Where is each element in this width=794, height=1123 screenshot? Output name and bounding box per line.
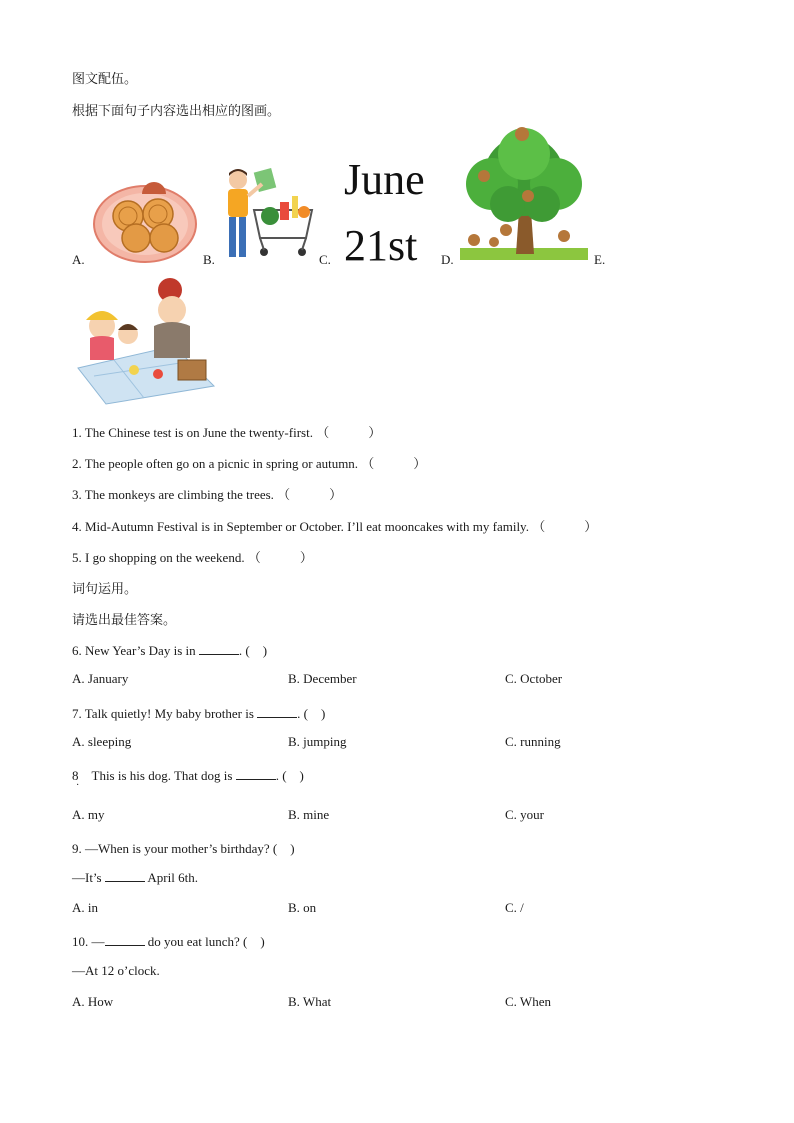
- option-7c: C. running: [505, 734, 561, 749]
- question-8-tail: . ( ): [275, 768, 304, 783]
- answer-blank: [199, 642, 239, 655]
- question-7-stem: 7. Talk quietly! My baby brother is: [72, 706, 258, 721]
- question-10: [72, 931, 265, 950]
- question-8-stem: 8 This is his dog. That dog is: [72, 768, 236, 783]
- picture-label-b: B.: [203, 252, 215, 267]
- question-5: 5. I go shopping on the weekend. （ ）: [72, 550, 313, 565]
- picture-label-c: C.: [319, 252, 331, 267]
- option-10c: C. When: [505, 994, 551, 1009]
- option-9b: B. on: [288, 900, 317, 915]
- option-9a: A. in: [72, 900, 98, 915]
- question-10-stem: 10. —: [72, 934, 105, 949]
- question-6: [72, 640, 267, 659]
- question-10-reply: —At 12 o’clock.: [72, 963, 160, 978]
- picture-label-a: A.: [72, 252, 85, 267]
- picture-label-e: E.: [594, 252, 606, 267]
- section-instruction-matching: 根据下面句子内容选出相应的图画。: [72, 104, 281, 119]
- question-8: [72, 765, 304, 784]
- answer-blank: [236, 767, 276, 780]
- question-9: 9. —When is your mother’s birthday? ( ): [72, 841, 295, 856]
- option-6b: B. December: [288, 671, 357, 686]
- question-6-stem: 6. New Year’s Day is in: [72, 643, 199, 658]
- question-7: [72, 703, 325, 722]
- option-6c: C. October: [505, 671, 563, 686]
- option-8a: A. my: [72, 807, 105, 822]
- picnic-picture: [74, 276, 216, 406]
- stray-dot: ·: [76, 780, 80, 791]
- option-7b: B. jumping: [288, 734, 347, 749]
- date-day-text: 21st: [344, 221, 418, 270]
- mooncakes-picture: [92, 180, 198, 264]
- question-6-tail: . ( ): [238, 643, 268, 658]
- section-instruction-usage: 请选出最佳答案。: [72, 613, 177, 628]
- option-8b: B. mine: [288, 807, 330, 822]
- option-10b: B. What: [288, 994, 332, 1009]
- section-title-matching: 图文配伍。: [72, 72, 138, 87]
- shopping-picture: [222, 166, 318, 264]
- question-9-reply: [72, 869, 198, 886]
- monkeys-tree-picture: [460, 124, 588, 264]
- section-title-usage: 词句运用。: [72, 582, 138, 597]
- question-1: 1. The Chinese test is on June the twenty-first. （ ）: [72, 425, 382, 440]
- question-2: 2. The people often go on a picnic in spring or autumn. （ ）: [72, 456, 427, 471]
- option-6a: A. January: [72, 671, 129, 686]
- date-month-text: June: [344, 155, 425, 204]
- question-9-reply-start: —It’s: [72, 870, 105, 885]
- option-8c: C. your: [505, 807, 544, 822]
- question-9-reply-end: April 6th.: [144, 870, 198, 885]
- option-10a: A. How: [72, 994, 114, 1009]
- question-10-tail: do you eat lunch? ( ): [144, 934, 265, 949]
- question-3: 3. The monkeys are climbing the trees. （ ）: [72, 487, 343, 502]
- question-7-tail: . ( ): [297, 706, 326, 721]
- answer-blank: [105, 869, 145, 882]
- option-9c: C. /: [505, 900, 524, 915]
- answer-blank: [105, 933, 145, 946]
- question-4: 4. Mid-Autumn Festival is in September or October. I’ll eat mooncakes with my family. （ ）: [72, 519, 598, 534]
- picture-label-d: D.: [441, 252, 454, 267]
- option-7a: A. sleeping: [72, 734, 132, 749]
- answer-blank: [257, 705, 297, 718]
